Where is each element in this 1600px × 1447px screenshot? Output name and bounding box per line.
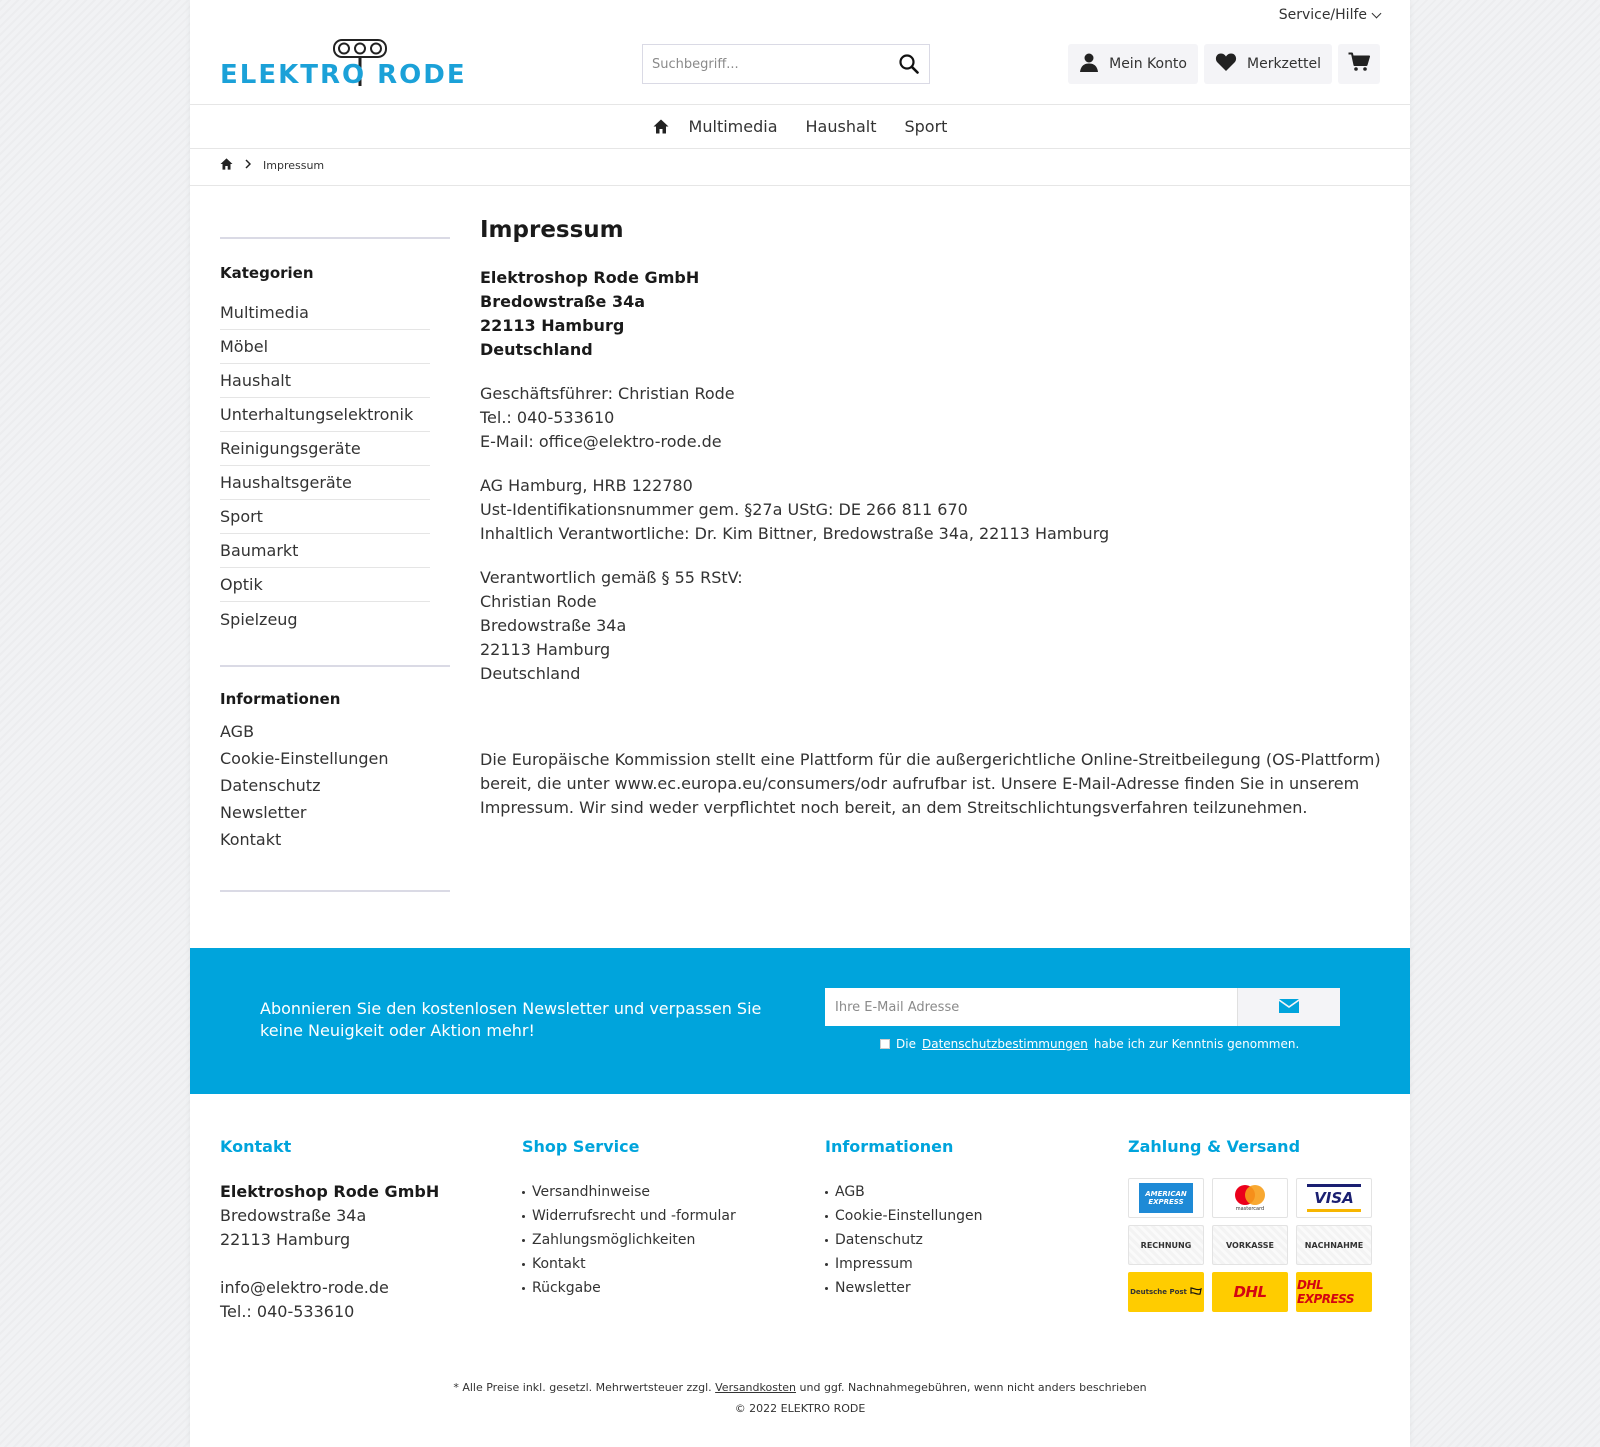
category-list (220, 296, 430, 636)
newsletter-form (825, 988, 1340, 1026)
visa-logo (1296, 1178, 1372, 1218)
copyright: © 2022 ELEKTRO RODE (734, 1402, 866, 1415)
vorkasse-logo: VORKASSE (1212, 1225, 1288, 1265)
address-line: 22113 Hamburg (480, 316, 625, 335)
responsible-info (480, 566, 1390, 686)
footer-street: Bredowstraße 34a (220, 1206, 367, 1225)
os-platform-text: Die Europäische Kommission stellt eine Plattform für die außergerichtliche Online-Streitbeilegung (OS-Plattform) bereit, die unter www.ec.europa.eu/consumers/odr aufrufbar ist. Unsere E-Mail-Adresse finden Sie in unserem Impressum. Wir sind weder verpflichtet noch bereit, an dem Streitschlichtungsverfahren teilzunehmen. (480, 750, 1381, 817)
service-help-menu[interactable] (1279, 7, 1380, 23)
impressum-content (480, 214, 1390, 840)
sidebar-item-haushalt[interactable]: Haushalt (220, 364, 430, 398)
register-info (480, 474, 1390, 546)
price-notice (190, 1377, 1410, 1398)
cart-icon (1348, 52, 1370, 76)
footer-link-widerrufsrecht[interactable]: Widerrufsrecht und -formular (522, 1204, 802, 1228)
address-line: Elektroshop Rode GmbH (480, 268, 700, 287)
sidebar-link-cookies[interactable]: Cookie-Einstellungen (220, 749, 389, 768)
account-label: Mein Konto (1109, 56, 1187, 72)
managing-director: Geschäftsführer: Christian Rode (480, 384, 735, 403)
newsletter-text: Abonnieren Sie den kostenlosen Newsletter und verpassen Sie keine Neuigkeit oder Aktion mehr! (260, 999, 762, 1040)
price-notice-suffix: und ggf. Nachnahmegebühren, wenn nicht anders beschrieben (799, 1381, 1147, 1394)
info-title: Informationen (220, 690, 341, 708)
responsible-line: 22113 Hamburg (480, 640, 611, 659)
company-address (480, 266, 1390, 362)
footer-link-versandhinweise[interactable]: Versandhinweise (522, 1180, 802, 1204)
shipping-costs-link[interactable]: Versandkosten (715, 1381, 797, 1394)
responsible-line: Deutschland (480, 664, 581, 683)
sidebar-item-optik[interactable]: Optik (220, 568, 430, 602)
sidebar (220, 237, 450, 892)
heart-icon (1215, 52, 1237, 76)
deutsche-post-text: Deutsche Post (1130, 1288, 1187, 1296)
sidebar-item-spielzeug[interactable]: Spielzeug (220, 609, 298, 629)
breadcrumb-current[interactable]: Impressum (263, 159, 325, 172)
visa-text: VISA (1307, 1184, 1361, 1212)
email: E-Mail: office@elektro-rode.de (480, 432, 722, 451)
price-notice-prefix: * Alle Preise inkl. gesetzl. Mehrwertsteuer zzgl. (453, 1381, 712, 1394)
sidebar-item-multimedia[interactable]: Multimedia (220, 296, 430, 330)
footer-link-impressum[interactable]: Impressum (825, 1252, 1105, 1276)
footer-contact (220, 1136, 500, 1324)
main-navigation (190, 104, 1410, 149)
footer-service-title: Shop Service (522, 1137, 640, 1156)
newsletter-submit-button[interactable] (1237, 988, 1340, 1026)
sidebar-link-kontakt[interactable]: Kontakt (220, 830, 282, 849)
account-button[interactable] (1068, 44, 1198, 84)
mastercard-logo (1212, 1178, 1288, 1218)
dhl-express-logo (1296, 1272, 1372, 1312)
deutsche-post-logo (1128, 1272, 1204, 1312)
dhl-express-text: DHL EXPRESS (1297, 1278, 1355, 1306)
privacy-checkbox[interactable] (880, 1039, 890, 1049)
newsletter-privacy (880, 1037, 1299, 1051)
mastercard-text: mastercard (1235, 1206, 1265, 1212)
responsible-line: Christian Rode (480, 592, 597, 611)
footer-link-agb[interactable]: AGB (825, 1180, 1105, 1204)
sidebar-item-moebel[interactable]: Möbel (220, 330, 430, 364)
register-court: AG Hamburg, HRB 122780 (480, 476, 693, 495)
shop-logo[interactable] (220, 38, 467, 90)
sidebar-item-baumarkt[interactable]: Baumarkt (220, 534, 430, 568)
privacy-suffix: habe ich zur Kenntnis genommen. (1093, 1037, 1300, 1051)
sidebar-link-newsletter[interactable]: Newsletter (220, 803, 307, 822)
dhl-text: DHL (1233, 1283, 1267, 1301)
categories-title: Kategorien (220, 264, 314, 282)
footer-link-datenschutz[interactable]: Datenschutz (825, 1228, 1105, 1252)
sidebar-divider (220, 237, 450, 239)
search-icon[interactable] (889, 45, 929, 83)
footer-link-newsletter[interactable]: Newsletter (825, 1276, 1105, 1300)
header-actions (1068, 44, 1380, 84)
footer-service-list (522, 1180, 802, 1300)
privacy-prefix: Die (896, 1037, 916, 1051)
logo-text: ELEKTRO RODE (220, 60, 467, 90)
footer-payment-shipping (1128, 1136, 1408, 1312)
nav-item-multimedia[interactable]: Multimedia (688, 117, 778, 136)
footer-info-list (825, 1180, 1105, 1300)
footer-link-zahlungsmoeglichkeiten[interactable]: Zahlungsmöglichkeiten (522, 1228, 802, 1252)
rechnung-logo: RECHNUNG (1128, 1225, 1204, 1265)
footer-shop-service (522, 1136, 802, 1300)
search-input[interactable] (643, 45, 889, 83)
payment-logo-grid (1128, 1178, 1408, 1312)
vat-id: Ust-Identifikationsnummer gem. §27a UStG: DE 266 811 670 (480, 500, 968, 519)
cart-button[interactable] (1338, 44, 1380, 84)
breadcrumb-divider (190, 185, 1410, 186)
footer-info-title: Informationen (825, 1137, 954, 1156)
home-icon[interactable] (653, 119, 669, 134)
footer-link-cookies[interactable]: Cookie-Einstellungen (825, 1204, 1105, 1228)
footer-phone: Tel.: 040-533610 (220, 1302, 355, 1321)
wishlist-label: Merkzettel (1247, 56, 1321, 72)
mastercard-circles (1232, 1184, 1268, 1206)
footer-company: Elektroshop Rode GmbH (220, 1182, 440, 1201)
sidebar-divider (220, 890, 450, 892)
nav-item-sport[interactable]: Sport (904, 117, 948, 136)
nachnahme-logo: NACHNAHME (1296, 1225, 1372, 1265)
footer-link-rueckgabe[interactable]: Rückgabe (522, 1276, 802, 1300)
responsible-line: Bredowstraße 34a (480, 616, 627, 635)
sidebar-link-agb[interactable]: AGB (220, 722, 255, 741)
service-help-label: Service/Hilfe (1278, 7, 1367, 23)
breadcrumb-home-icon[interactable] (220, 158, 233, 173)
search-box (642, 44, 930, 84)
contact-info (480, 382, 1390, 454)
chevron-right-icon (245, 159, 251, 172)
nav-item-haushalt[interactable]: Haushalt (805, 117, 877, 136)
wishlist-button[interactable] (1204, 44, 1332, 84)
newsletter-email-input[interactable] (825, 988, 1237, 1026)
privacy-link[interactable]: Datenschutzbestimmungen (921, 1037, 1088, 1051)
phone: Tel.: 040-533610 (480, 408, 615, 427)
footer-legal (190, 1377, 1410, 1419)
footer-link-kontakt[interactable]: Kontakt (522, 1252, 802, 1276)
chevron-down-icon (1372, 8, 1382, 18)
breadcrumb (220, 158, 324, 173)
page-title: Impressum (480, 217, 624, 243)
sidebar-item-reinigungsgeraete[interactable]: Reinigungsgeräte (220, 432, 430, 466)
page (190, 0, 1410, 1447)
newsletter-section (190, 948, 1410, 1094)
content-responsible: Inhaltlich Verantwortliche: Dr. Kim Bittner, Bredowstraße 34a, 22113 Hamburg (480, 524, 1110, 543)
info-link-list (220, 718, 450, 853)
footer-contact-title: Kontakt (220, 1137, 292, 1156)
sidebar-divider (220, 665, 450, 667)
sidebar-item-unterhaltungselektronik[interactable]: Unterhaltungselektronik (220, 398, 430, 432)
dhl-logo (1212, 1272, 1288, 1312)
sidebar-item-sport[interactable]: Sport (220, 500, 430, 534)
sidebar-item-haushaltsgeraete[interactable]: Haushaltsgeräte (220, 466, 430, 500)
envelope-icon (1279, 998, 1299, 1017)
address-line: Bredowstraße 34a (480, 292, 646, 311)
responsible-line: Verantwortlich gemäß § 55 RStV: (480, 568, 743, 587)
footer-city: 22113 Hamburg (220, 1230, 351, 1249)
posthorn-icon (1190, 1287, 1202, 1298)
footer-payment-title: Zahlung & Versand (1128, 1137, 1301, 1156)
address-line: Deutschland (480, 340, 593, 359)
sidebar-link-datenschutz[interactable]: Datenschutz (220, 776, 321, 795)
user-icon (1079, 52, 1099, 76)
amex-badge: AMERICAN EXPRESS (1139, 1183, 1193, 1213)
amex-logo (1128, 1178, 1204, 1218)
footer-informationen (825, 1136, 1105, 1300)
footer-email[interactable]: info@elektro-rode.de (220, 1278, 389, 1297)
